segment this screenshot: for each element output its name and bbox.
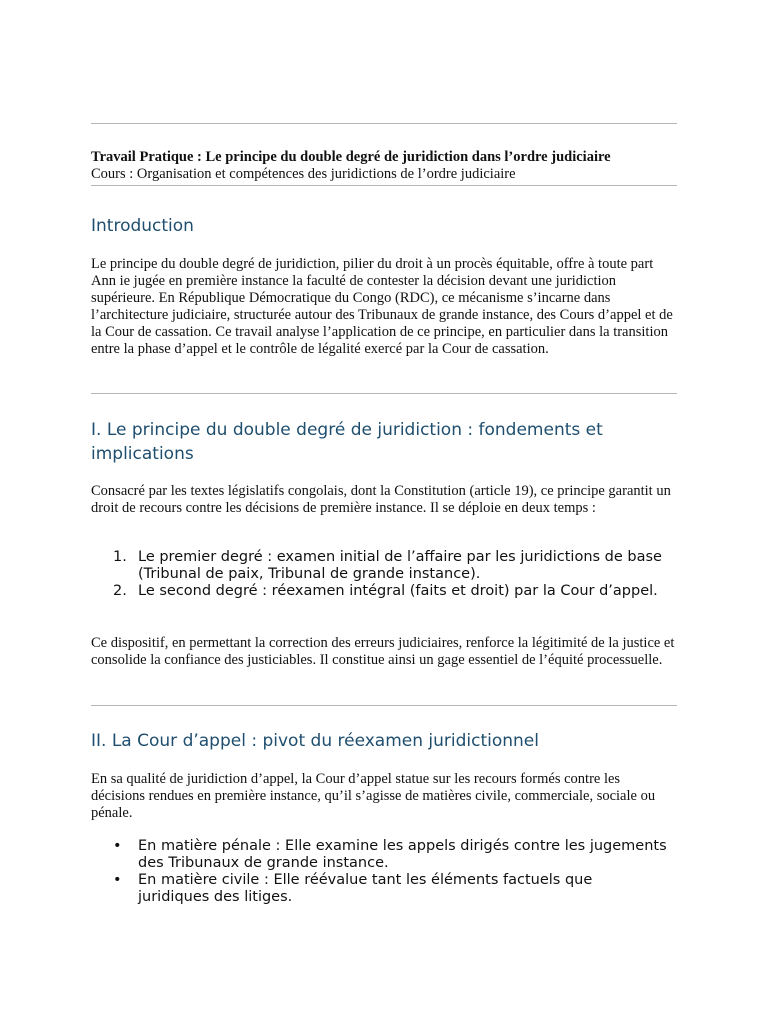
list-item-text: En matière pénale : Elle examine les appels dirigés contre les jugements des Tribunaux de grande instance. bbox=[138, 838, 667, 871]
document-header bbox=[91, 149, 677, 183]
divider-intro bbox=[91, 393, 677, 394]
section-2-bullet-list bbox=[91, 838, 677, 906]
section-1-paragraph-2: Ce dispositif, en permettant la correction des erreurs judiciaires, renforce la légitimité de la justice et consolide la confiance des justiciables. Il constitue ainsi un gage essentiel de l’équité processuelle. bbox=[91, 635, 675, 668]
list-item-number: 1. bbox=[113, 549, 127, 565]
bullet-icon: • bbox=[113, 838, 122, 854]
list-item-text: Le second degré : réexamen intégral (faits et droit) par la Cour d’appel. bbox=[138, 583, 658, 599]
divider-top bbox=[91, 123, 677, 124]
section-2-paragraph-1: En sa qualité de juridiction d’appel, la Cour d’appel statue sur les recours formés contre les décisions rendues en première instance, qu’il s’agisse de matières civile, commerciale, sociale ou pénale. bbox=[91, 771, 656, 821]
list-item-text: En matière civile : Elle réévalue tant les éléments factuels que juridiques des litiges. bbox=[138, 872, 593, 905]
section-1-ordered-list bbox=[91, 549, 677, 600]
list-item bbox=[91, 872, 668, 906]
list-item-text: Le premier degré : examen initial de l’affaire par les juridictions de base (Tribunal de paix, Tribunal de grande instance). bbox=[138, 549, 662, 582]
document-title: Travail Pratique : Le principe du double degré de juridiction dans l’ordre judiciaire bbox=[91, 149, 611, 165]
list-item bbox=[91, 583, 668, 600]
bullet-icon: • bbox=[113, 872, 122, 888]
heading-section-2: II. La Cour d’appel : pivot du réexamen juridictionnel bbox=[91, 731, 539, 751]
divider-header bbox=[91, 185, 677, 186]
divider-section-1 bbox=[91, 705, 677, 706]
intro-paragraph: Le principe du double degré de juridiction, pilier du droit à un procès équitable, offre à toute part Ann ie jugée en première instance la faculté de contester la décision devant une juridiction supérieure. En République Démocratique du Congo (RDC), ce mécanisme s’incarne dans l’architecture judiciaire, structurée autour des Tribunaux de grande instance, des Cours d’appel et de la Cour de cassation. Ce travail analyse l’application de ce principe, en particulier dans la transition entre la phase d’appel et le contrôle de légalité exercé par la Cour de cassation. bbox=[91, 256, 673, 357]
heading-introduction: Introduction bbox=[91, 216, 194, 236]
list-item bbox=[91, 838, 668, 872]
heading-section-1: I. Le principe du double degré de juridiction : fondements et implications bbox=[91, 420, 603, 464]
course-subtitle: Cours : Organisation et compétences des juridictions de l’ordre judiciaire bbox=[91, 166, 516, 182]
list-item-number: 2. bbox=[113, 583, 127, 599]
list-item bbox=[91, 549, 668, 583]
section-1-paragraph-1: Consacré par les textes législatifs congolais, dont la Constitution (article 19), ce principe garantit un droit de recours contre les décisions de première instance. Il se déploie en deux temps : bbox=[91, 483, 671, 516]
